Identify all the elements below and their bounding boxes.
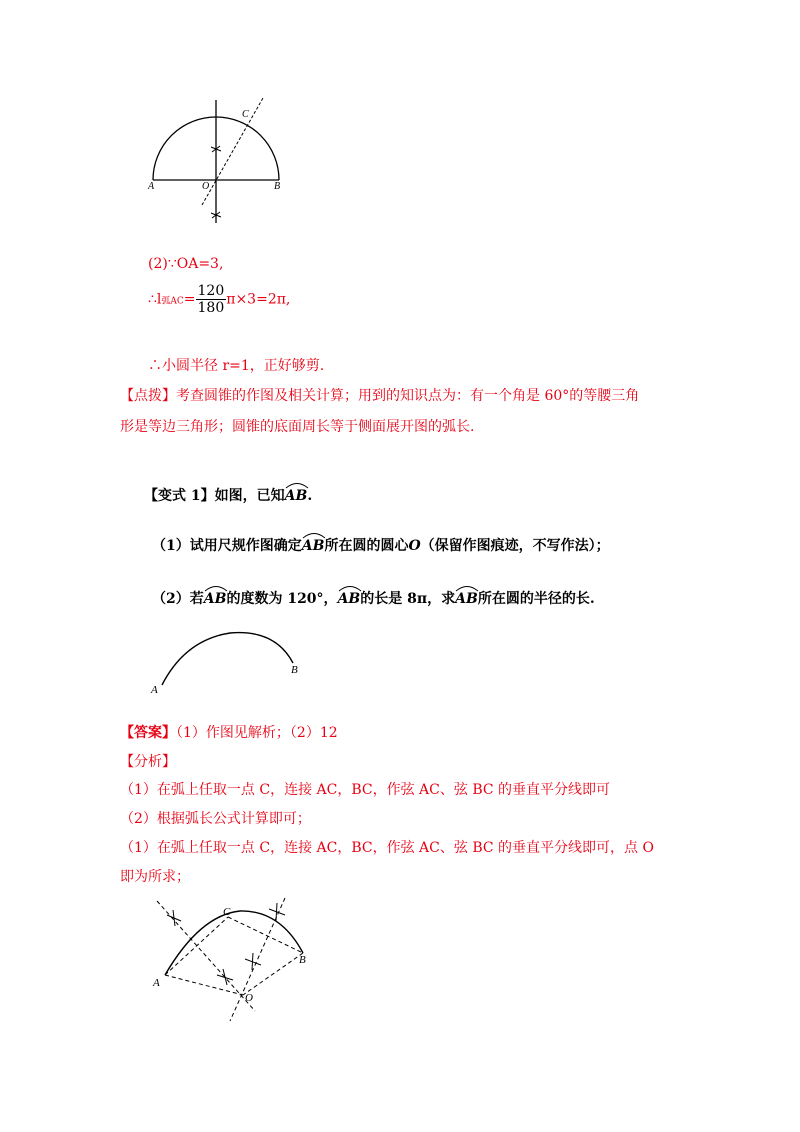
hint-tag: 【点拨】 (120, 388, 176, 404)
fraction-120-180: $\frac{120}{180}$ (197, 283, 225, 317)
label-c: C (242, 109, 249, 120)
arc-ab (162, 633, 293, 685)
analysis-line-2: （2）根据弧长公式计算即可； (120, 811, 311, 827)
arc-length-formula: ∴l弧AC= $\frac{120}{180}$ π×3=2π, (148, 283, 291, 317)
figure-arc-ab (145, 625, 315, 700)
dashed-line-oc (202, 98, 263, 205)
answer-tag: 【答案】 (120, 725, 176, 741)
question-1: （1）试用尺规作图确定 AB所在圆的圆心O（保留作图痕迹，不写作法）； (152, 535, 610, 555)
analysis-tag: 【分析】 (120, 754, 176, 770)
conclusion-line: ∴小圆半径 r=1，正好够剪. (148, 358, 325, 374)
answer-line: 【答案】（1）作图见解析；（2）12 (120, 725, 338, 741)
label-a: A (148, 181, 155, 192)
figure-semicircle (140, 95, 280, 225)
analysis-line-1: （1）在弧上任取一点 C，连接 AC，BC，作弦 AC、弦 BC 的垂直平分线即可 (120, 782, 611, 798)
analysis-line-3: （1）在弧上任取一点 C，连接 AC，BC，作弦 AC、弦 BC 的垂直平分线即可，点 O (120, 840, 654, 856)
arc-mark-1 (167, 910, 181, 926)
label-o: O (202, 181, 210, 192)
label-a: A (151, 684, 158, 696)
label-b: B (291, 664, 298, 676)
arc-ab (165, 911, 303, 975)
label-a: A (153, 977, 160, 989)
label-b: B (299, 954, 306, 966)
analysis-line-4: 即为所求； (120, 869, 190, 885)
variant-title: 【变式 1】如图，已知 AB. (144, 485, 312, 505)
figure-construction-center (145, 893, 325, 1023)
solution-line-1: (2)∵OA=3, (148, 256, 224, 272)
segment-bo (243, 953, 303, 995)
hint-line-1: 【点拨】考查圆锥的作图及相关计算；用到的知识点为：有一个角是 60°的等腰三角 (120, 388, 640, 404)
hint-line-2: 形是等边三角形；圆锥的底面周长等于侧面展开图的弧长. (120, 419, 475, 435)
label-o: O (245, 992, 253, 1004)
arc-mark-4 (245, 953, 261, 970)
label-c: C (223, 906, 231, 918)
question-2: （2）若 AB的度数为 120°， AB的长是 8π，求 AB所在圆的半径的长. (152, 588, 595, 608)
label-b: B (274, 181, 280, 192)
